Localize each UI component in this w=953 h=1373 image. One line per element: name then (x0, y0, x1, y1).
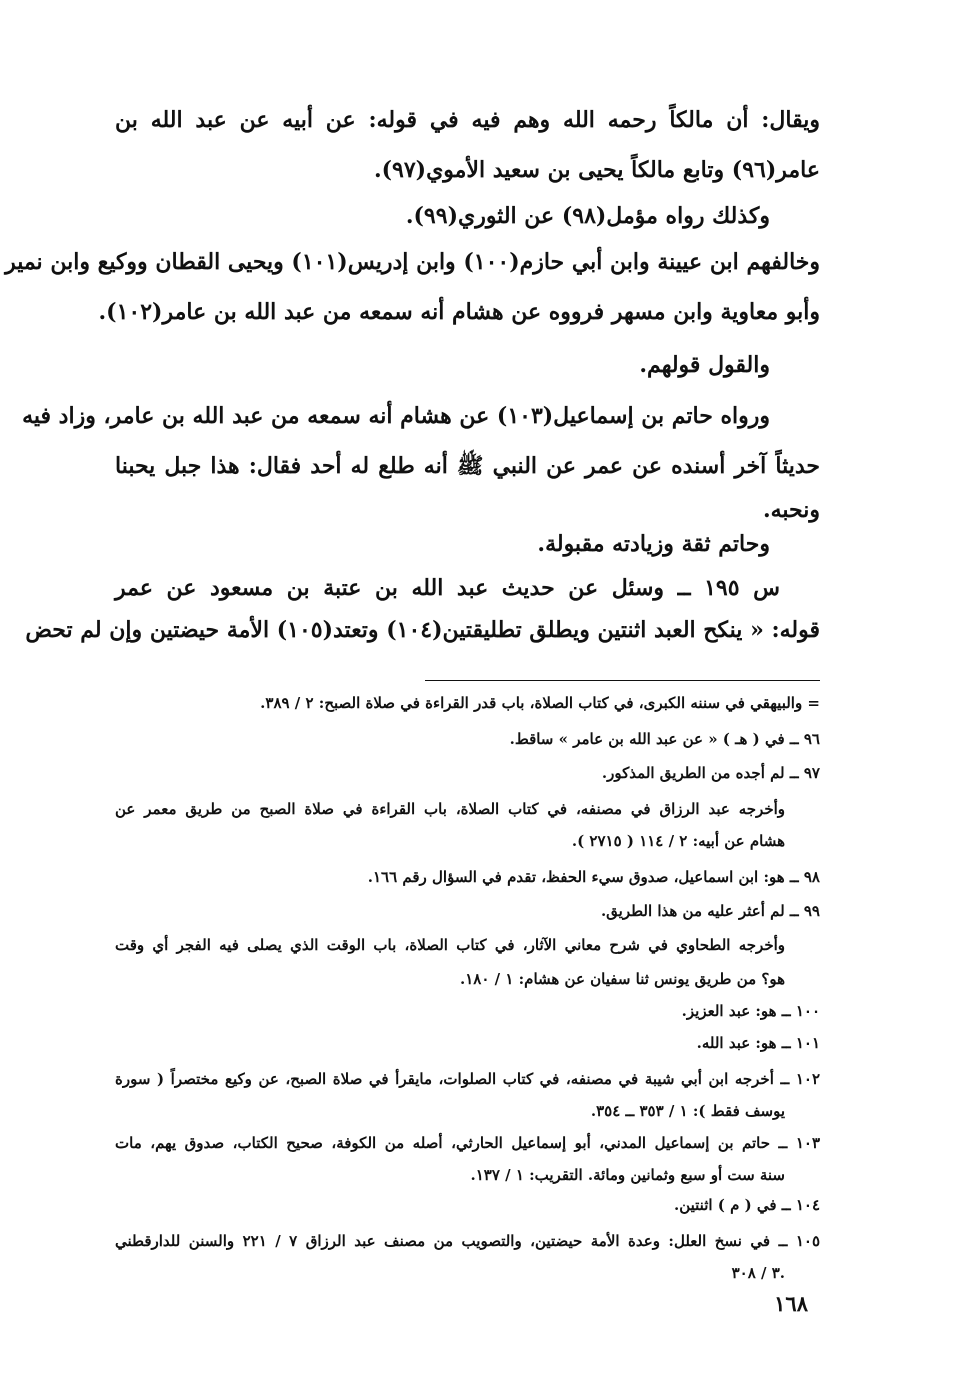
body-line: وأبو معاوية وابن مسهر فرووه عن هشام أنه سمعه من عبد الله بن عامر(١٠٢). (98, 299, 820, 325)
body-line: ويقال: أن مالكاً رحمه الله وهم فيه في قوله: عن أبيه عن عبد الله بن (115, 107, 820, 133)
footnote-line: ١٠٢ ــ أخرجه ابن أبي شيبة في مصنفه، في كتاب الصلوات، مايقرأ في صلاة الصبح، عن وكيع مختصراً ( سورة (115, 1070, 820, 1088)
footnote-line: ٩٦ ــ في ( هـ ) « عن عبد الله بن عامر » ساقط. (509, 730, 820, 748)
footnote-line: ١٠١ ــ هو: عبد الله. (696, 1034, 820, 1052)
footnote-line: وأخرجه الطحاوي في شرح معاني الآثار، في كتاب الصلاة، باب الوقت الذي يصلى فيه الفجر أي وقت (115, 936, 785, 954)
footnote-line: ٩٧ ــ لم أجده من الطريق المذكور. (601, 764, 820, 782)
footnote-line: ٩٨ ــ هو: ابن اسماعيل، صدوق سيء الحفظ، تقدم في السؤال رقم ١٦٦. (367, 868, 820, 886)
footnote-line: هشام عن أبيه: ٢ / ١١٤ ( ٢٧١٥ ). (571, 832, 785, 850)
footnote-line: ١٠٤ ــ في ( م ) اثنتين. (673, 1196, 820, 1214)
footnote-line: ١٠٣ ــ حاتم بن إسماعيل المدني، أبو إسماعيل الحارثي، أصله من الكوفة، صحيح الكتاب، صدوق يهم، مات (115, 1134, 820, 1152)
body-line: ورواه حاتم بن إسماعيل(١٠٣) عن هشام أنه سمعه من عبد الله بن عامر، وزاد فيه (22, 403, 770, 429)
footnote-line: ٩٩ ــ لم أعثر عليه من هذا الطريق. (600, 902, 820, 920)
question-heading-line: س ١٩٥ ــ وسئل عن حديث عبد الله بن عتبة بن مسعود عن عمر (115, 575, 780, 601)
footnote-line: = والبيهقي في سننه الكبرى، في كتاب الصلاة، باب قدر القراءة في صلاة الصبح: ٢ / ٣٨٩. (260, 694, 820, 712)
body-line: وحاتم ثقة وزيادته مقبولة. (537, 531, 770, 557)
body-line: حديثاً آخر أسنده عن عمر عن النبي ﷺ أنه طلع له أحد فقال: هذا جبل يحبنا (115, 453, 820, 479)
footnote-line: سنة ست أو سبع وثمانين ومائة. التقريب: ١ / ١٣٧. (470, 1166, 785, 1184)
body-line: وخالفهم ابن عيينة وابن أبي حازم(١٠٠) وابن إدريس(١٠١) ويحيى القطان ووكيع وابن نمير (5, 249, 820, 275)
footnote-line: ٣ / ٣٠٨. (731, 1264, 785, 1282)
footnote-line: ١٠٥ ــ في نسخ العلل: وعدة الأمة حيضتين، والتصويب من مصنف عبد الرزاق ٧ / ٢٢١ والسنن للدارقطني (115, 1232, 820, 1250)
body-line: وكذلك رواه مؤمل(٩٨) عن الثوري(٩٩). (405, 203, 770, 229)
footnote-line: يوسف فقط ): ١ / ٣٥٣ ــ ٣٥٤. (590, 1102, 785, 1120)
body-line: عامر(٩٦) وتابع مالكاً يحيى بن سعيد الأموي(٩٧). (373, 157, 820, 183)
body-line: قوله: « ينكح العبد اثنتين ويطلق تطليقتين(١٠٤) وتعتد(١٠٥) الأمة حيضتين وإن لم تحض (25, 617, 820, 643)
body-line: والقول قولهم. (639, 352, 770, 378)
footnote-line: ١٠٠ ــ هو: عبد العزيز. (681, 1002, 820, 1020)
footnote-line: هو؟ من طريق يونس ثنا سفيان عن هشام: ١ / ١٨٠. (460, 970, 785, 988)
footnote-separator (425, 680, 820, 681)
page-number: ١٦٨ (774, 1291, 808, 1316)
footnote-line: وأخرجه عبد الرزاق في مصنفه، في كتاب الصلاة، باب القراءة في صلاة الصبح من طريق معمر عن (115, 800, 785, 818)
body-line: ونحبه. (762, 497, 820, 523)
